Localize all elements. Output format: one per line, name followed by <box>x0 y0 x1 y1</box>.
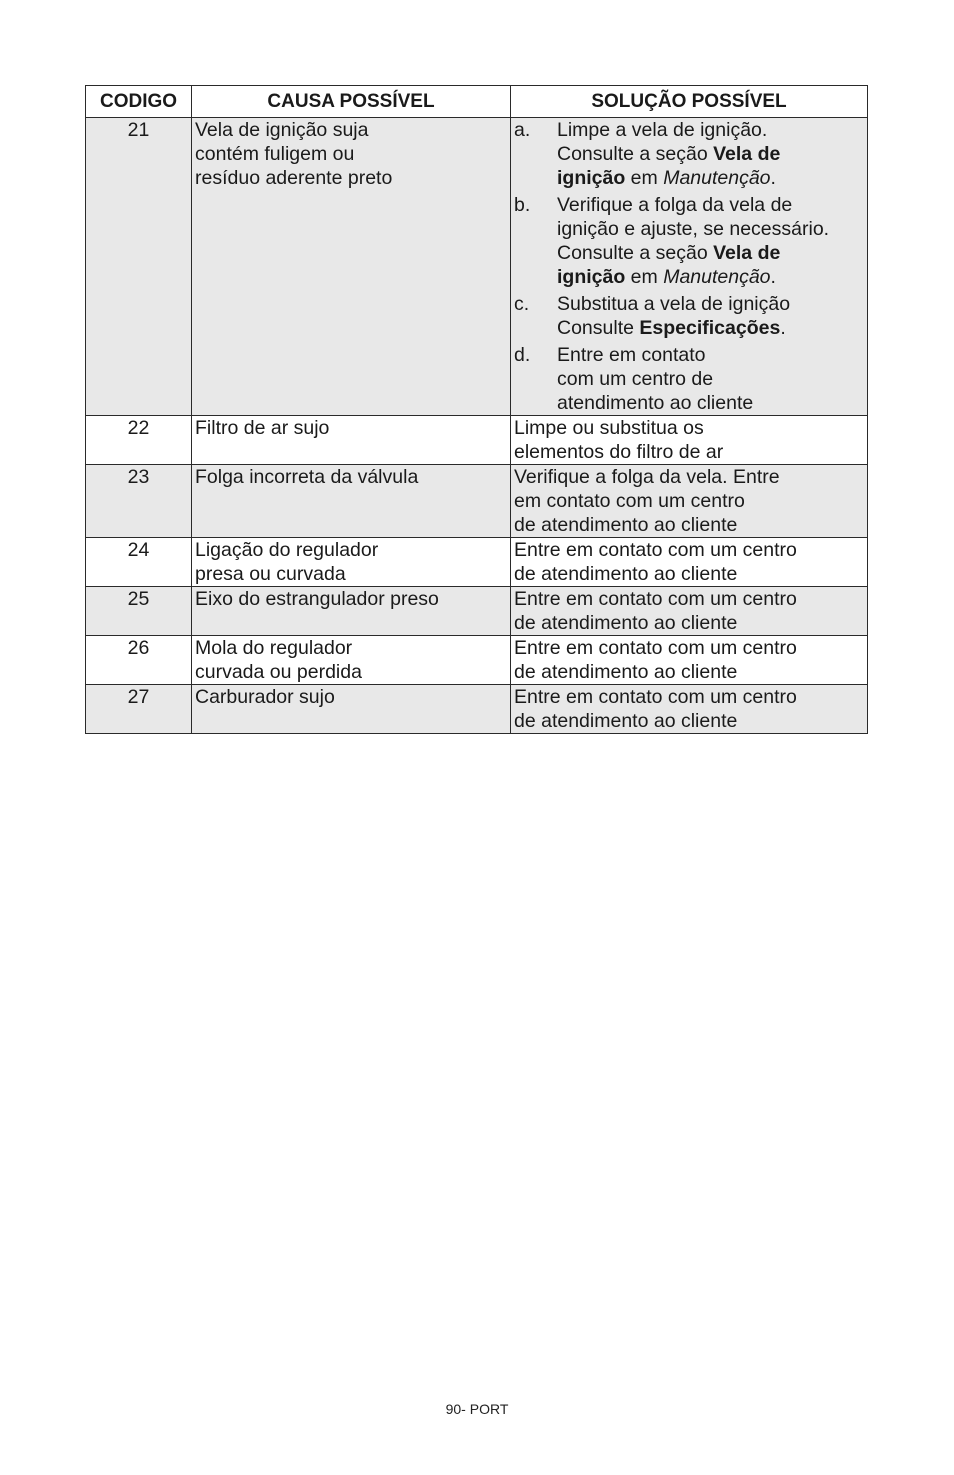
solution-line: de atendimento ao cliente <box>514 612 738 634</box>
step-text: em <box>625 266 664 288</box>
solution-step-c <box>514 292 864 340</box>
cause-line: Mola do regulador <box>195 637 353 659</box>
solution-line: Limpe ou substitua os <box>514 417 704 439</box>
cause-line: Ligação do regulador <box>195 539 379 561</box>
solution-line: elementos do filtro de ar <box>514 441 724 463</box>
step-line: com um centro de <box>557 368 714 390</box>
code-cell: 26 <box>86 636 192 685</box>
solution-line: Entre em contato com um centro <box>514 637 797 659</box>
cause-cell <box>192 465 511 538</box>
cause-line: Filtro de ar sujo <box>195 417 330 439</box>
solution-step-d <box>514 343 864 415</box>
table-row <box>86 416 868 465</box>
table-row <box>86 587 868 636</box>
step-text: . <box>770 167 776 189</box>
step-line: Limpe a vela de ignição. <box>557 119 768 141</box>
cause-cell <box>192 636 511 685</box>
cause-line: Eixo do estrangulador preso <box>195 588 439 610</box>
step-body <box>557 292 864 340</box>
solution-line: Entre em contato com um centro <box>514 686 797 708</box>
step-body <box>557 193 864 289</box>
step-body <box>557 118 864 190</box>
solution-step-b <box>514 193 864 289</box>
step-marker: a. <box>514 119 531 141</box>
step-line <box>557 316 864 340</box>
table-row <box>86 636 868 685</box>
step-line: Entre em contato <box>557 344 706 366</box>
step-line: ignição e ajuste, se necessário. <box>557 218 830 240</box>
step-text: . <box>780 317 786 339</box>
code-cell: 21 <box>86 118 192 416</box>
solution-cell <box>511 465 868 538</box>
table-row <box>86 538 868 587</box>
solution-line: de atendimento ao cliente <box>514 710 738 732</box>
step-marker: d. <box>514 344 531 366</box>
section-reference: ignição <box>557 167 626 189</box>
manual-reference: Manutenção <box>663 266 771 288</box>
solution-cell <box>511 416 868 465</box>
header-solution: SOLUÇÃO POSSÍVEL <box>511 86 868 118</box>
solution-line: em contato com um centro <box>514 490 745 512</box>
step-line: Verifique a folga da vela de <box>557 194 793 216</box>
cause-line: Vela de ignição suja <box>195 119 369 141</box>
solution-cell <box>511 118 868 416</box>
section-reference: Vela de <box>713 242 781 264</box>
step-line <box>557 166 864 190</box>
code-cell: 23 <box>86 465 192 538</box>
step-body <box>557 343 864 415</box>
solution-cell <box>511 587 868 636</box>
code-cell: 25 <box>86 587 192 636</box>
cause-cell <box>192 416 511 465</box>
cause-line: Folga incorreta da válvula <box>195 466 419 488</box>
cause-cell <box>192 118 511 416</box>
step-line <box>557 142 864 166</box>
solution-cell <box>511 636 868 685</box>
cause-cell <box>192 685 511 734</box>
solution-cell <box>511 685 868 734</box>
step-line <box>557 241 864 265</box>
solution-line: Entre em contato com um centro <box>514 539 797 561</box>
header-cause: CAUSA POSSÍVEL <box>192 86 511 118</box>
step-marker: c. <box>514 293 530 315</box>
solution-line: de atendimento ao cliente <box>514 563 738 585</box>
cause-cell <box>192 587 511 636</box>
step-text: . <box>770 266 776 288</box>
step-marker: b. <box>514 194 531 216</box>
code-cell: 22 <box>86 416 192 465</box>
code-cell: 24 <box>86 538 192 587</box>
table-header-row <box>86 86 868 118</box>
troubleshooting-table <box>85 85 868 734</box>
cause-cell <box>192 538 511 587</box>
code-cell: 27 <box>86 685 192 734</box>
page-number: 90- PORT <box>445 1401 509 1417</box>
step-text: Consulte a seção <box>557 143 714 165</box>
table-row <box>86 465 868 538</box>
step-text: Consulte <box>557 317 640 339</box>
section-reference: ignição <box>557 266 626 288</box>
solution-line: de atendimento ao cliente <box>514 514 738 536</box>
table-row <box>86 685 868 734</box>
cause-line: presa ou curvada <box>195 563 346 585</box>
solution-line: de atendimento ao cliente <box>514 661 738 683</box>
solution-line: Entre em contato com um centro <box>514 588 797 610</box>
step-line: atendimento ao cliente <box>557 392 754 414</box>
step-line <box>557 265 864 289</box>
table-row <box>86 118 868 416</box>
cause-line: Carburador sujo <box>195 686 335 708</box>
section-reference: Especificações <box>639 317 781 339</box>
cause-line: resíduo aderente preto <box>195 167 393 189</box>
section-reference: Vela de <box>713 143 781 165</box>
cause-line: contém fuligem ou <box>195 143 355 165</box>
manual-reference: Manutenção <box>663 167 771 189</box>
step-text: Consulte a seção <box>557 242 714 264</box>
solution-step-a <box>514 118 864 190</box>
header-code: CODIGO <box>86 86 192 118</box>
cause-line: curvada ou perdida <box>195 661 362 683</box>
step-text: em <box>625 167 664 189</box>
step-line: Substitua a vela de ignição <box>557 293 791 315</box>
solution-line: Verifique a folga da vela. Entre <box>514 466 780 488</box>
solution-cell <box>511 538 868 587</box>
